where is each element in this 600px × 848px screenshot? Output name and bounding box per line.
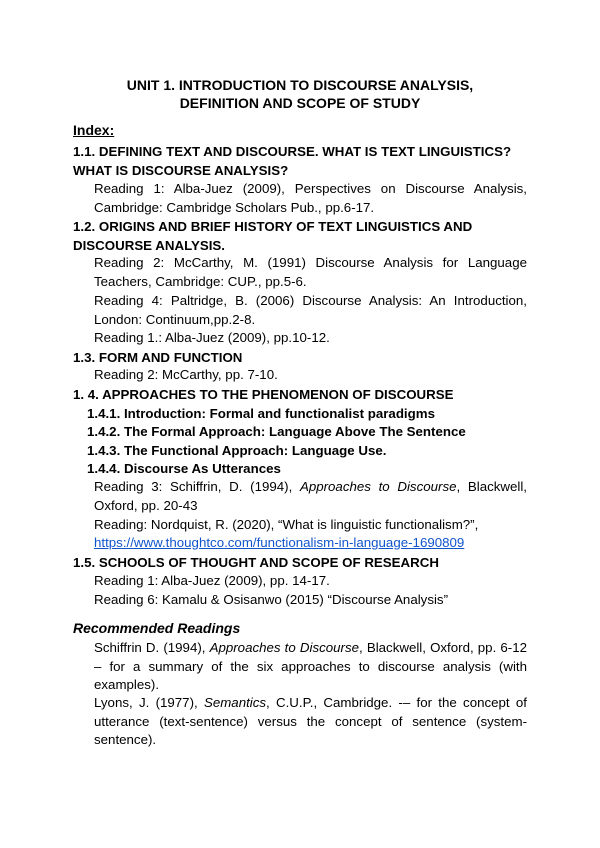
recommended-2-pre: Lyons, J. (1977), [94,695,204,710]
unit-title-line-1: UNIT 1. INTRODUCTION TO DISCOURSE ANALYSIS, [126,77,474,93]
recommended-reading-lyons [94,694,527,750]
recommended-1-post: , Blackwell, Oxford, pp. 6-12 – for a summary of the six approaches to discourse analysis (with examples). [94,640,527,692]
reading-1-2-a: Reading 2: McCarthy, M. (1991) Discourse Analysis for Language Teachers, Cambridge: CUP., pp.5-6. [94,255,527,289]
unit-title-line-2: DEFINITION AND SCOPE OF STUDY [179,95,421,111]
section-1-4-heading: 1. 4. APPROACHES TO THE PHENOMENON OF DISCOURSE [73,387,454,402]
recommended-1-pre: Schiffrin D. (1994), [94,640,210,655]
reading-1-2-c: Reading 1.: Alba-Juez (2009), pp.10-12. [94,330,330,345]
recommended-reading-schiffrin [94,639,527,695]
reading-1-4-4-a-title: Approaches to Discourse [299,479,457,494]
section-1-1-heading: 1.1. DEFINING TEXT AND DISCOURSE. WHAT IS TEXT LINGUISTICS? WHAT IS DISCOURSE ANALYSIS? [73,144,512,178]
section-1-4-4-heading: 1.4.4. Discourse As Utterances [87,461,281,476]
reading-1-4-4-a [94,478,527,515]
section-1-5-heading: 1.5. SCHOOLS OF THOUGHT AND SCOPE OF RESEARCH [73,555,439,570]
reading-1-5-a: Reading 1: Alba-Juez (2009), pp. 14-17. [94,573,330,588]
reading-1-1: Reading 1: Alba-Juez (2009), Perspectives on Discourse Analysis, Cambridge: Cambridge Scholars Pub., pp.6-17. [94,181,527,215]
recommended-2-post: , C.U.P., Cambridge. -– for the concept of utterance (text-sentence) versus the concept of sentence (system-sentence). [94,695,527,747]
section-1-4-2-heading: 1.4.2. The Formal Approach: Language Above The Sentence [87,424,466,439]
section-1-2-heading: 1.2. ORIGINS AND BRIEF HISTORY OF TEXT LINGUISTICS AND DISCOURSE ANALYSIS. [73,219,473,253]
recommended-readings-heading: Recommended Readings [73,620,241,636]
section-1-4-3-heading: 1.4.3. The Functional Approach: Language Use. [87,443,387,458]
section-1-3-heading: 1.3. FORM AND FUNCTION [73,350,243,365]
reading-1-3: Reading 2: McCarthy, pp. 7-10. [94,367,278,382]
reading-1-4-4-a-post: , Blackwell, Oxford, pp. 20-43 [94,479,527,513]
index-heading: Index: [73,122,115,138]
section-1-4-1-heading: 1.4.1. Introduction: Formal and functionalist paradigms [87,406,435,421]
recommended-1-title: Approaches to Discourse [209,640,360,655]
reading-1-5-b: Reading 6: Kamalu & Osisanwo (2015) “Discourse Analysis” [94,592,449,607]
reading-1-2-b: Reading 4: Paltridge, B. (2006) Discourse Analysis: An Introduction, London: Continuum,pp.2-8. [94,293,527,327]
reading-1-4-4-a-pre: Reading 3: Schiffrin, D. (1994), [94,479,300,494]
reading-1-4-4-b-link-line [94,534,527,553]
reading-1-4-4-b: Reading: Nordquist, R. (2020), “What is linguistic functionalism?”, [94,517,479,532]
thoughtco-link[interactable]: https://www.thoughtco.com/functionalism-in-language-1690809 [94,535,465,550]
recommended-2-title: Semantics [203,695,267,710]
